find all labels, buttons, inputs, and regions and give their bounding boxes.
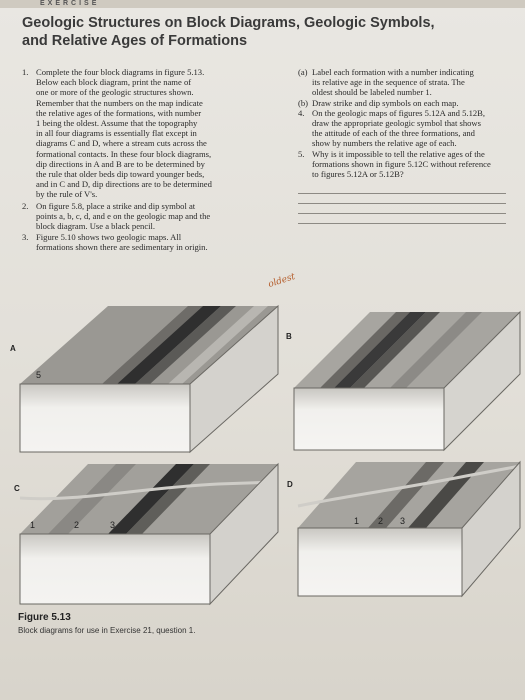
question-line: Figure 5.10 shows two geologic maps. All — [36, 232, 182, 243]
question-line: dip directions in A and B are to be determined by — [36, 158, 205, 169]
question-line: block diagram. Use a black pencil. — [36, 221, 156, 232]
answer-line[interactable] — [298, 223, 506, 224]
front-face — [20, 384, 190, 452]
question-label: (b) — [298, 97, 309, 108]
question-line: oldest should be labeled number 1. — [312, 87, 432, 98]
formation-number: 3 — [400, 516, 406, 526]
question-line: draw the appropriate geologic symbol that shows — [312, 118, 481, 129]
question-line: diagrams C and D, where a stream cuts across the — [36, 138, 207, 149]
block-diagram-b — [292, 300, 522, 452]
question-line: to figures 5.12A or 5.12B? — [312, 169, 404, 180]
question-line: the relative ages of the formations, with number — [36, 107, 202, 118]
question-number: 2. — [22, 200, 29, 211]
question-line: formational contacts. In these four block diagrams, — [36, 148, 212, 159]
question-3a — [298, 67, 506, 98]
question-number: 1. — [22, 67, 29, 77]
header-strip: EXERCISE — [0, 0, 525, 8]
front-face — [294, 388, 444, 450]
figure-caption: Block diagrams for use in Exercise 21, question 1. — [18, 626, 196, 635]
question-line: one or more of the geologic structures shown. — [36, 87, 194, 98]
front-face — [20, 534, 210, 604]
question-4 — [298, 108, 506, 149]
page-title — [22, 14, 502, 50]
question-line: 1 being the oldest. Assume that the topography — [36, 118, 198, 129]
question-line: Draw strike and dip symbols on each map. — [312, 97, 459, 108]
question-line: Label each formation with a number indicating — [312, 67, 474, 77]
question-5 — [298, 149, 506, 180]
answer-line[interactable] — [298, 193, 506, 194]
question-line: show by numbers the relative age of each. — [312, 138, 457, 149]
formation-number: 1 — [354, 516, 360, 526]
question-3b — [298, 98, 506, 108]
question-line: On figure 5.8, place a strike and dip symbol at — [36, 200, 196, 211]
diagram-c-label: C — [14, 484, 20, 493]
formation-number: 3 — [110, 520, 116, 530]
question-line: points a, b, c, d, and e on the geologic map and the — [36, 210, 211, 221]
question-number: 3. — [22, 232, 29, 243]
question-line: and in C and D, dip directions are to be determined — [36, 179, 212, 190]
diagram-d-label: D — [287, 480, 293, 489]
question-label: 5. — [298, 148, 305, 159]
question-line: the rule that older beds dip toward younger beds, — [36, 169, 205, 180]
question-line: formations shown in figure 5.12C without reference — [312, 158, 491, 169]
question-2 — [22, 201, 284, 232]
left-question-column — [22, 67, 284, 254]
front-face — [298, 528, 462, 596]
question-line: Remember that the numbers on the map indicate — [36, 97, 203, 108]
answer-line[interactable] — [298, 203, 506, 204]
question-line: Why is it impossible to tell the relative ages of the — [312, 148, 485, 159]
title-line-2: and Relative Ages of Formations — [22, 33, 248, 49]
block-diagram-c — [18, 458, 280, 606]
question-1 — [22, 67, 284, 200]
formation-number: 1 — [30, 520, 36, 530]
question-3 — [22, 232, 284, 252]
formation-number: 5 — [36, 370, 42, 380]
diagram-b-label: B — [286, 332, 292, 341]
question-line: by the rule of V's. — [36, 189, 98, 200]
right-question-column — [298, 67, 506, 224]
question-line: formations shown there are sedimentary in origin. — [36, 242, 208, 253]
block-diagram-a — [18, 284, 280, 456]
figure-title: Figure 5.13 — [18, 612, 71, 623]
question-line: the attitude of each of the three formations, and — [312, 128, 475, 139]
handwritten-note: oldest — [267, 271, 297, 291]
question-line: Complete the four block diagrams in figure 5.13. — [36, 67, 205, 77]
diagram-a-label: A — [10, 344, 16, 353]
question-line: Below each block diagram, print the name of — [36, 77, 192, 88]
title-line-1: Geologic Structures on Block Diagrams, Geologic Symbols, — [22, 15, 435, 31]
question-label: 4. — [298, 107, 305, 118]
question-label: (a) — [298, 67, 308, 77]
answer-line[interactable] — [298, 213, 506, 214]
formation-number: 2 — [378, 516, 384, 526]
question-line: On the geologic maps of figures 5.12A and 5.12B, — [312, 107, 486, 118]
question-line: in all four diagrams is essentially flat except in — [36, 128, 197, 139]
block-diagram-d — [296, 456, 522, 598]
formation-number: 2 — [74, 520, 80, 530]
question-line: its relative age in the sequence of strata. The — [312, 77, 465, 88]
